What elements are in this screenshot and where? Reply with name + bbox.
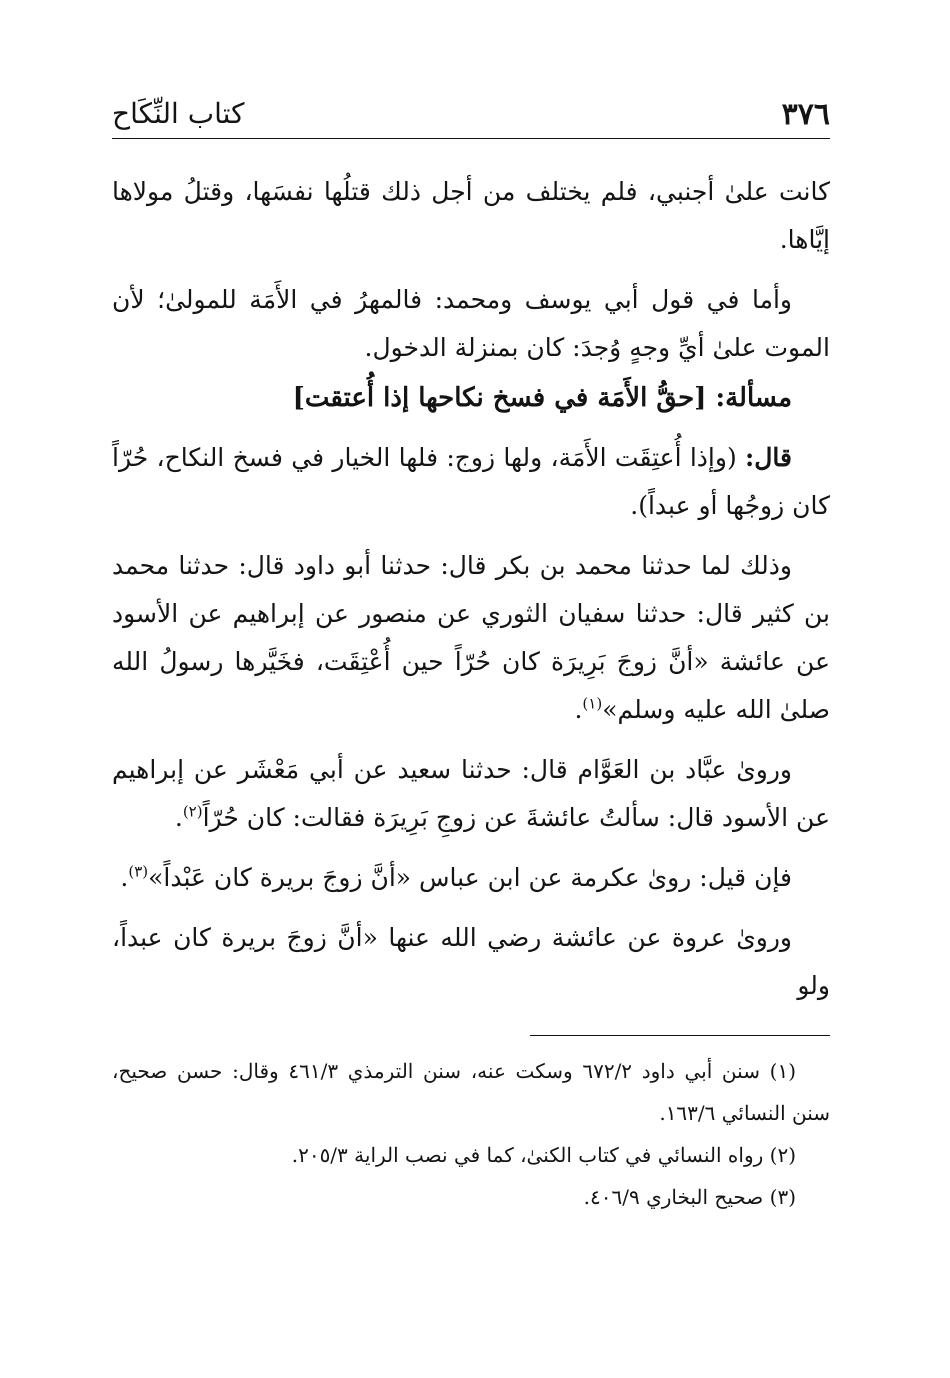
paragraph-4-end: . <box>574 695 583 724</box>
paragraph-6-text: فإن قيل: رویٰ عكرمة عن ابن عباس «أنَّ زوجَ بريرة كان عَبْداً» <box>148 863 792 892</box>
paragraph-3-lead: قال: <box>745 443 792 472</box>
section-heading: مسألة: [حقُّ الأَمَة في فسخ نكاحها إذا أُعتقت] <box>292 383 792 413</box>
footnote-ref-1: (١) <box>582 694 603 713</box>
footnotes <box>112 1050 830 1218</box>
paragraph-2: وأما في قول أبي يوسف ومحمد: فالمهرُ في الأَمَة للمولىٰ؛ لأن الموت علىٰ أيِّ وجهٍ وُجدَ: كان بمنزلة الدخول. <box>112 285 830 362</box>
paragraph-5-end: . <box>174 803 183 832</box>
main-text <box>112 168 830 1010</box>
paragraph-3 <box>112 434 830 530</box>
paragraph-1: كانت علىٰ أجنبي، فلم يختلف من أجل ذلك قتلُها نفسَها، وقتلُ مولاها إيَّاها. <box>112 177 830 254</box>
footnote-ref-2: (٢) <box>182 802 203 821</box>
running-title: كتاب النِّكَاح <box>112 97 245 130</box>
paragraph-3-text: (وإذا أُعتِقَت الأَمَة، ولها زوج: فلها الخيار في فسخ النكاح، حُرّاً كان زوجُها أو عبداً). <box>112 443 830 520</box>
paragraph-5 <box>112 746 830 842</box>
footnote-ref-3: (٣) <box>128 862 149 881</box>
footnote-2: (٢) رواه النسائي في كتاب الكنىٰ، كما في نصب الراية ٢٠٥/٣. <box>291 1143 796 1167</box>
page-header <box>112 92 830 139</box>
page-number: ٣٧٦ <box>781 97 830 132</box>
paragraph-6-end: . <box>120 863 129 892</box>
paragraph-6 <box>112 854 830 902</box>
paragraph-5-text: ورویٰ عبَّاد بن العَوَّام قال: حدثنا سعيد عن أبي مَعْشَر عن إبراهيم عن الأسود قال: سألتُ عائشةَ عن زوجِ بَرِيرَة فقالت: كان حُرّاً <box>112 755 830 832</box>
footnote-divider <box>530 1035 830 1036</box>
paragraph-4-text: وذلك لما حدثنا محمد بن بكر قال: حدثنا أبو داود قال: حدثنا محمد بن كثير قال: حدثنا سفيان الثوري عن منصور عن إبراهيم عن الأسود عن عائشة «أنَّ زوجَ بَرِيرَة كان حُرّاً حين أُعْتِقَت، فخَيَّرها رسولُ الله صلىٰ الله عليه وسلم» <box>112 551 830 724</box>
paragraph-4 <box>112 542 830 734</box>
footnote-3: (٣) صحيح البخاري ٤٠٦/٩. <box>583 1185 796 1209</box>
paragraph-7: ورویٰ عروة عن عائشة رضي الله عنها «أنَّ زوجَ بريرة كان عبداً، ولو <box>112 923 830 1000</box>
footnote-1: (١) سنن أبي داود ٦٧٢/٢ وسكت عنه، سنن الترمذي ٤٦١/٣ وقال: حسن صحيح، سنن النسائي ١٦٣/٦. <box>112 1059 830 1125</box>
